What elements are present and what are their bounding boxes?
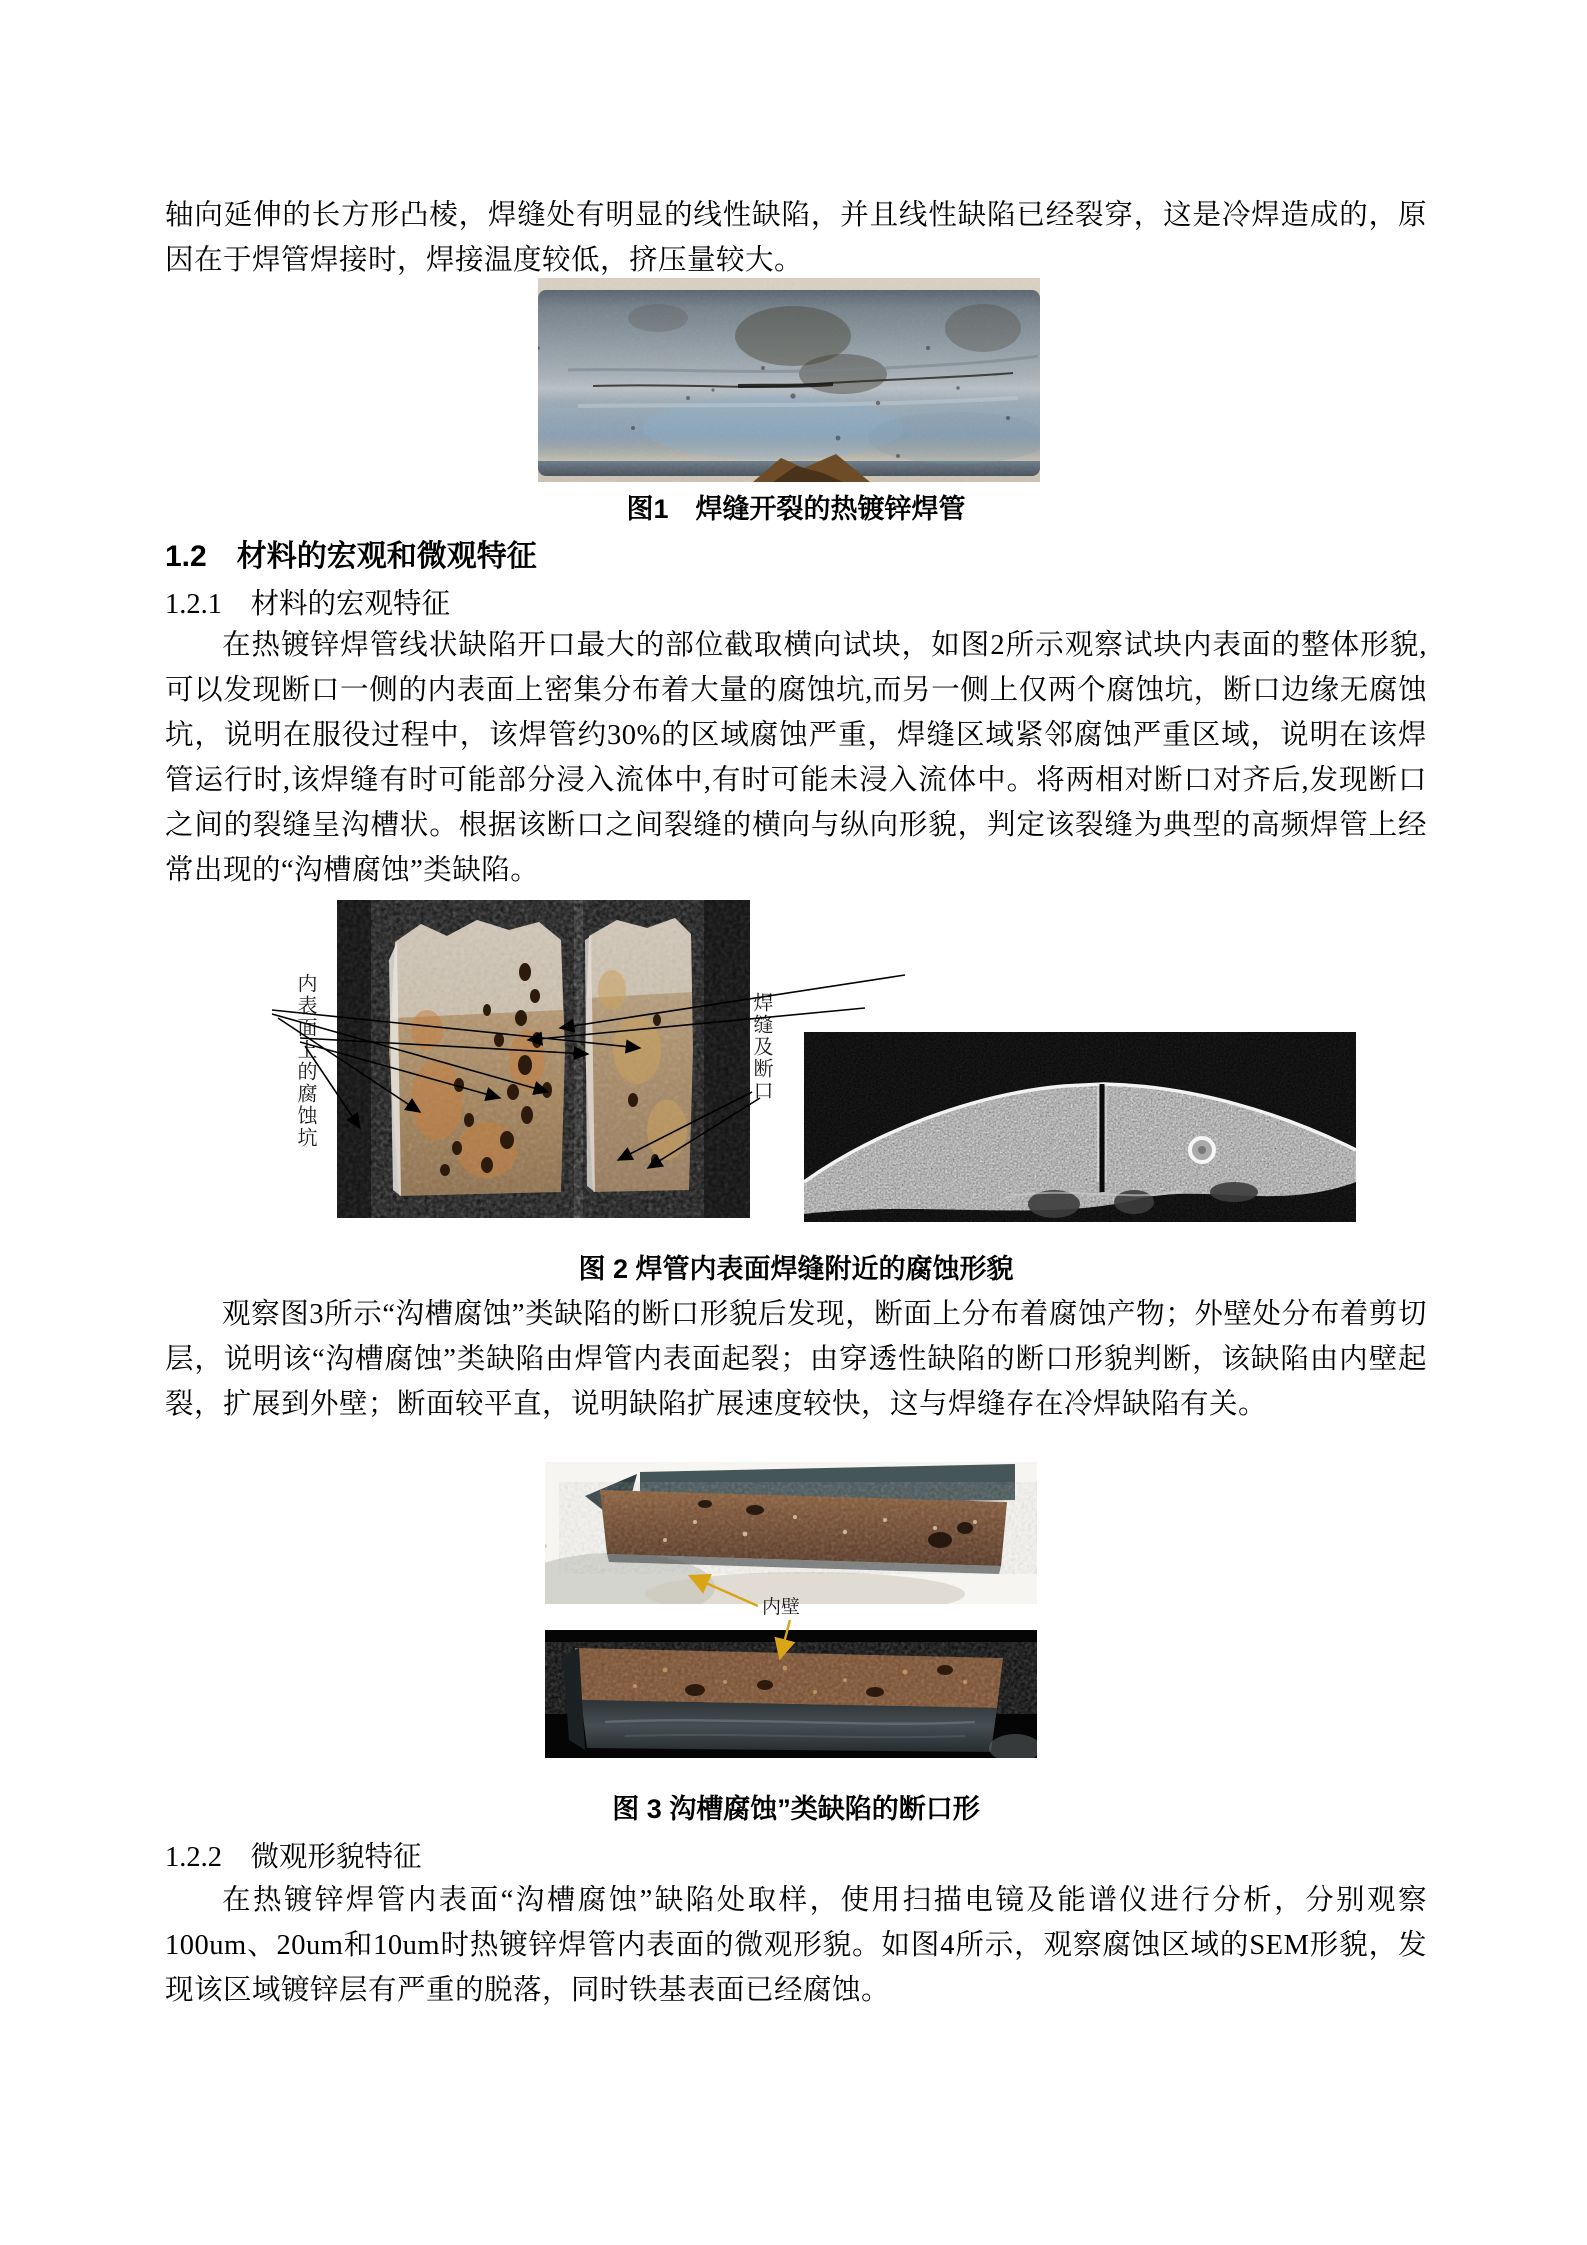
figure3-photo-fracture-bottom: [545, 1630, 1037, 1758]
figure2-label-weld-and-fracture: 焊缝及断口: [750, 992, 772, 1102]
figure2-photo-sem-cross-section: [804, 1032, 1356, 1222]
figure1-photo-cracked-galvanized-pipe: [538, 278, 1040, 482]
section-heading-1-2-1: 1.2.1 材料的宏观特征: [165, 589, 451, 620]
body-paragraph-2: 在热镀锌焊管线状缺陷开口最大的部位截取横向试块，如图2所示观察试块内表面的整体形貌,可以发现断口一侧的内表面上密集分布着大量的腐蚀坑,而另一侧上仅两个腐蚀坑，断口边缘无腐蚀坑，说明在服役过程中，该焊管约30%的区域腐蚀严重，焊缝区域紧邻腐蚀严重区域，说明在该焊管运行时,该焊缝有时可能部分浸入流体中,有时可能未浸入流体中。将两相对断口对齐后,发现断口之间的裂缝呈沟槽状。根据该断口之间裂缝的横向与纵向形貌，判定该裂缝为典型的高频焊管上经常出现的“沟槽腐蚀”类缺陷。: [165, 630, 1427, 886]
figure2-label-inner-surface-pits: 内表面上的腐蚀坑: [294, 973, 316, 1149]
figure3-caption: 图 3 沟槽腐蚀”类缺陷的断口形: [612, 1794, 980, 1824]
body-paragraph-3: 观察图3所示“沟槽腐蚀”类缺陷的断口形貌后发现，断面上分布着腐蚀产物；外壁处分布着剪切层，说明该“沟槽腐蚀”类缺陷由焊管内表面起裂；由穿透性缺陷的断口形貌判断，该缺陷由内壁起裂，扩展到外壁；断面较平直，说明缺陷扩展速度较快，这与焊缝存在冷焊缺陷有关。: [165, 1299, 1427, 1420]
body-paragraph-1: 轴向延伸的长方形凸棱，焊缝处有明显的线性缺陷，并且线性缺陷已经裂穿，这是冷焊造成的，原因在于焊管焊接时，焊接温度较低，挤压量较大。: [165, 200, 1427, 276]
figure2-caption: 图 2 焊管内表面焊缝附近的腐蚀形貌: [578, 1254, 1014, 1284]
figure3-photo-fracture-top: [545, 1462, 1037, 1604]
figure1-caption: 图1 焊缝开裂的热镀锌焊管: [626, 494, 966, 524]
section-heading-1-2: 1.2 材料的宏观和微观特征: [165, 540, 537, 573]
section-heading-1-2-2: 1.2.2 微观形貌特征: [165, 1842, 422, 1873]
figure2-photo-corroded-strips: [337, 900, 750, 1218]
body-paragraph-4: 在热镀锌焊管内表面“沟槽腐蚀”缺陷处取样，使用扫描电镜及能谱仪进行分析，分别观察100um、20um和10um时热镀锌焊管内表面的微观形貌。如图4所示，观察腐蚀区域的SEM形貌，发现该区域镀锌层有严重的脱落，同时铁基表面已经腐蚀。: [165, 1885, 1427, 2006]
figure3-label-inner-wall: 内壁: [762, 1597, 801, 1618]
